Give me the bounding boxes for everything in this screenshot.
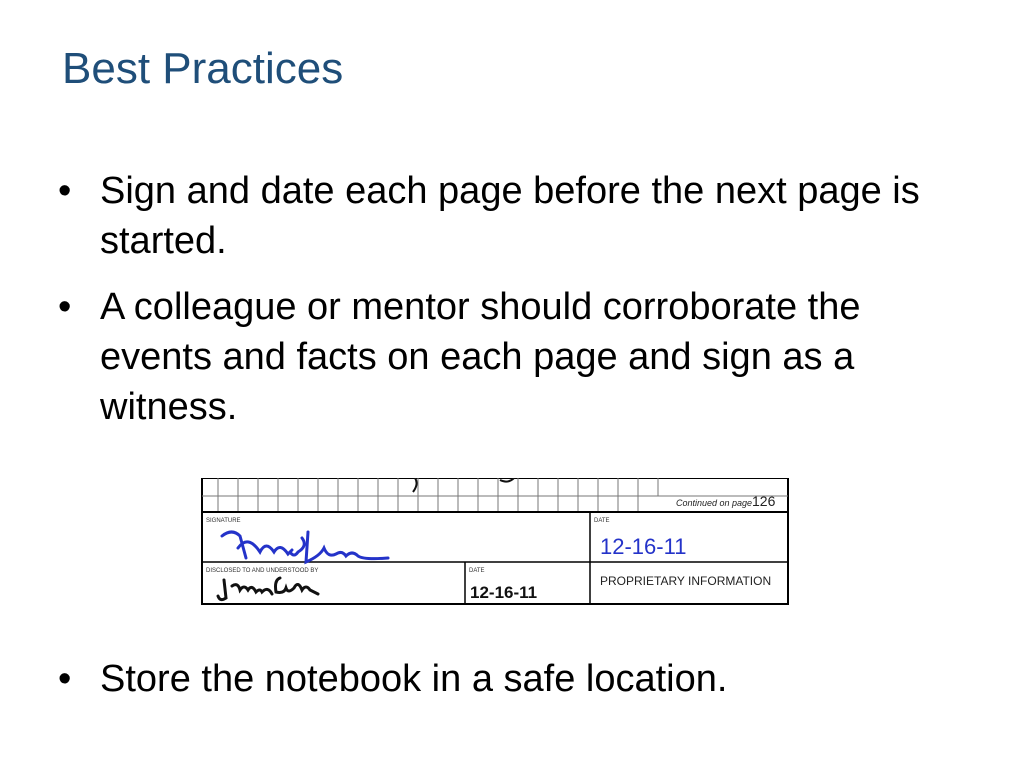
bullet-item <box>58 166 958 266</box>
signature-label: SIGNATURE <box>206 518 241 524</box>
witness-label: DISCLOSED TO AND UNDERSTOOD BY <box>206 568 319 574</box>
slide-title: Best Practices <box>62 44 344 93</box>
bullet-text: Store the notebook in a safe location. <box>100 658 728 700</box>
bullet-item <box>58 654 958 704</box>
bullet-text: Sign and date each page before the next page is started. <box>100 170 920 262</box>
continued-page: 126 <box>752 493 776 509</box>
signature-date-label: DATE <box>594 518 610 524</box>
proprietary-label: PROPRIETARY INFORMATION <box>600 574 772 588</box>
notebook-signature-image <box>200 478 790 606</box>
bullet-dot: • <box>58 286 72 328</box>
bullet-list <box>58 166 958 432</box>
bullet-dot: • <box>58 658 72 700</box>
continued-label: Continued on page <box>676 498 753 508</box>
bullet-text: A colleague or mentor should corroborate the events and facts on each page and sign as a witness. <box>100 286 861 428</box>
bullet-item <box>58 282 958 432</box>
signature-date: 12-16-11 <box>600 534 687 559</box>
bullet-list-final <box>58 654 958 704</box>
witness-date: 12-16-11 <box>470 583 538 602</box>
witness-date-label: DATE <box>469 568 485 574</box>
bullet-dot: • <box>58 170 72 212</box>
